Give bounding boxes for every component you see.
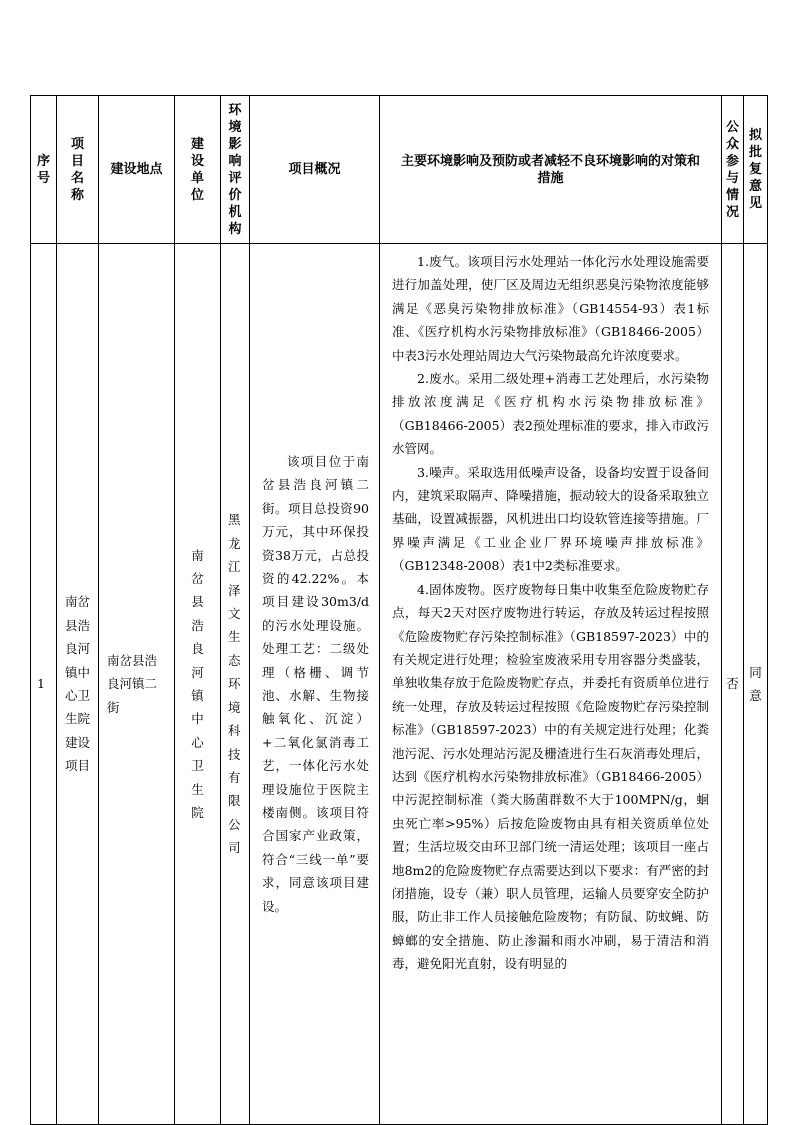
cell-unit: 南岔县浩良河镇中心卫生院 [175,244,221,1125]
cell-project-name: 南岔县浩良河镇中心卫生院建设项目 [57,244,99,1125]
header-opinion: 拟批复意见 [744,96,768,244]
measure-noise: 3.噪声。采取选用低噪声设备，设备均安置于设备间内，建筑采取隔声、降噪措施，振动较大的设备采取独立基础，设置减振器，风机进出口均设软管连接等措施。厂界噪声满足《工业企业厂界环境噪声排放标准》（GB12348-2008）表1中2类标准要求。 [392,464,709,574]
cell-summary: 该项目位于南岔县浩良河镇二街。项目总投资90万元，其中环保投资38万元，占总投资的42.22%。本项目建设30m3/d的污水处理设施。处理工艺：二级处理（格栅、调节池、水解、生物接触氧化、沉淀）+二氧化氯消毒工艺，一体化污水处理设施位于医院主楼南侧。该项目符合国家产业政策，符合“三线一单”要求，同意该项目建设。 [250,244,380,1125]
header-measures: 主要环境影响及预防或者减轻不良环境影响的对策和措施 [380,96,722,244]
measure-waste-water: 2.废水。采用二级处理+消毒工艺处理后，水污染物排放浓度满足《医疗机构水污染物排放标准》（GB18466-2005）表2预处理标准的要求，排入市政污水管网。 [392,371,709,457]
header-unit: 建设单位 [175,96,221,244]
header-public: 公众参与情况 [722,96,744,244]
eia-approval-table [30,95,768,1125]
cell-location: 南岔县浩良河镇二街 [99,244,175,1125]
measure-solid-waste: 4.固体废物。医疗废物每日集中收集至危险废物贮存点，每天2天对医疗废物进行转运，存放及转运过程按照《危险废物贮存污染控制标准》（GB18597-2023）中的有关规定进行处理；检验室废液采用专用容器分类盛装，单独收集存放于危险废物贮存点，并委托有资质单位进行统一处理，存放及转运过程按照《危险废物贮存污染控制标准》（GB18597-2023）中的有关规定进行处理；化粪池污泥、污水处理站污泥及栅渣进行生石灰消毒处理后，达到《医疗机构水污染物排放标准》（GB18466-2005）中污泥控制标准（粪大肠菌群数不大于100MPN/g，蛔虫死亡率>95%）后按危险废物由具有相关资质单位处置；生活垃圾交由环卫部门统一清运处理；该项目一座占地8m2的危险废物贮存点需要达到以下要求：有严密的封闭措施，设专（兼）职人员管理，运输人员要穿安全防护服，防止非工作人员接触危险废物；有防鼠、防蚊蝇、防蟑螂的安全措施、防止渗漏和雨水冲刷，易于清洁和消毒，避免阳光直射，设有明显的 [392,581,709,972]
header-summary: 项目概况 [250,96,380,244]
header-project-name: 项目名称 [57,96,99,244]
cell-no: 1 [31,244,57,1125]
header-location: 建设地点 [99,96,175,244]
cell-public: 否 [722,244,744,1125]
table-header-row [31,96,768,244]
header-no: 序号 [31,96,57,244]
header-eia-org: 环境影响评价机构 [221,96,250,244]
measure-waste-gas: 1.废气。该项目污水处理站一体化污水处理设施需要进行加盖处理，使厂区及周边无组织恶臭污染物浓度能够满足《恶臭污染物排放标准》（GB14554-93）表1标准、《医疗机构水污染物排放标准》（GB18466-2005）中表3污水处理站周边大气污染物最高允许浓度要求。 [392,254,709,363]
cell-eia-org: 黑龙江泽文生态环境科技有限公司 [221,244,250,1125]
cell-measures [380,244,722,1125]
cell-opinion: 同意 [744,244,768,1125]
table-row [31,244,768,1125]
